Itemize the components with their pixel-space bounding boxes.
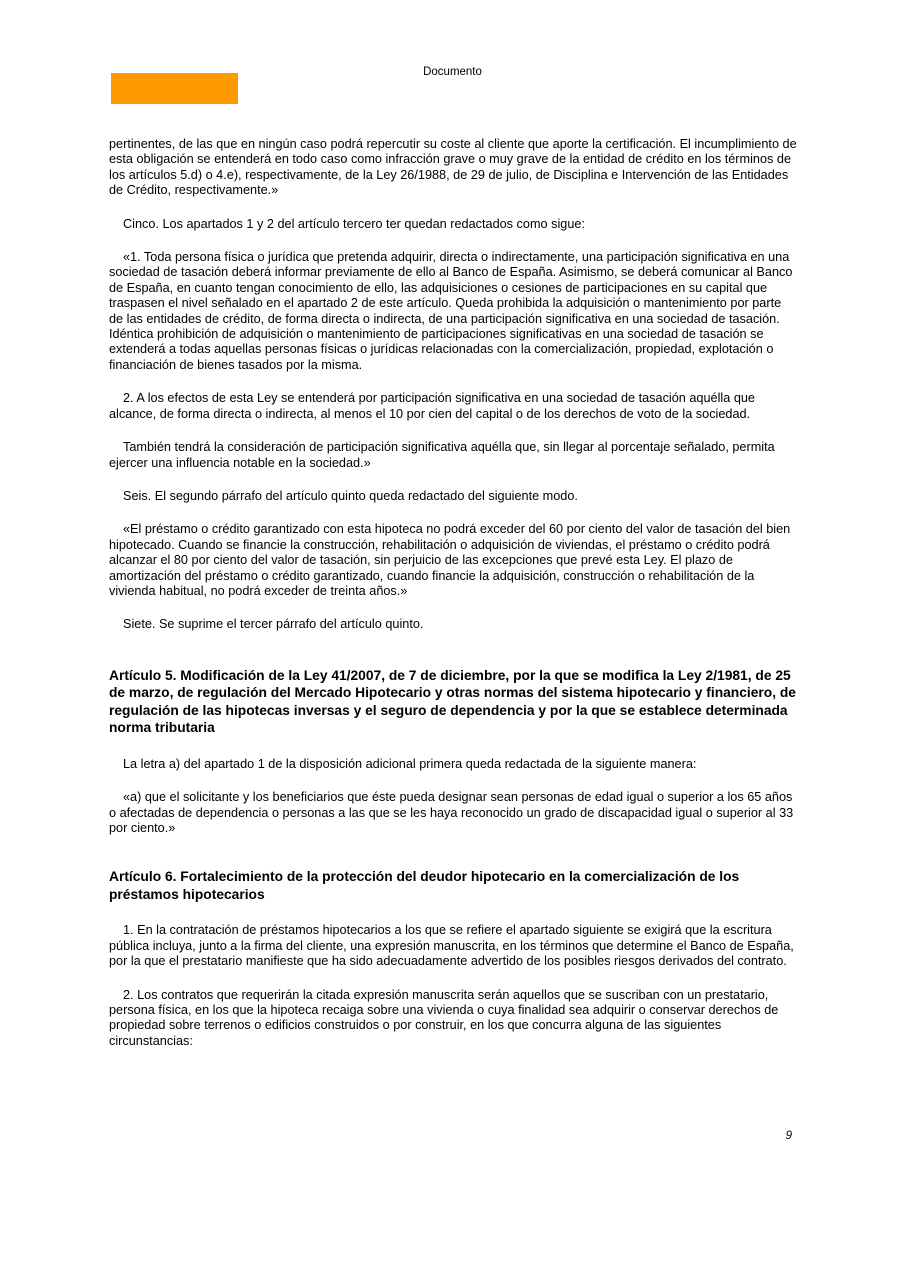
paragraph-quote-2: 2. A los efectos de esta Ley se entenderá por participación significativa en una sociedad de tasación aquélla que alcance, de forma directa o indirecta, al menos el 10 por cien del capital o de los derechos de voto de la sociedad. — [109, 391, 755, 421]
article-6-heading: Artículo 6. Fortalecimiento de la protección del deudor hipotecario en la comercialización de los préstamos hipotecarios — [109, 869, 740, 902]
paragraph-solicitante: «a) que el solicitante y los beneficiarios que éste pueda designar sean personas de edad igual o superior a los 65 años o afectadas de dependencia o personas a las que se les haya reconocido un grado de discapacidad igual o superior al 33 por ciento.» — [109, 790, 794, 835]
paragraph-seis: Seis. El segundo párrafo del artículo quinto queda redactado del siguiente modo. — [123, 488, 578, 503]
paragraph-prestamo: «El préstamo o crédito garantizado con esta hipoteca no podrá exceder del 60 por ciento del valor de tasación del bien hipotecado. Cuando se financie la construcción, rehabilitación o adquisición de viviendas, el préstamo o crédito podrá alcanzar el 80 por ciento del valor de tasación, sin perjuicio de las excepciones que prevé esta Ley. El plazo de amortización del préstamo o crédito garantizado, cuando financie la adquisición, construcción o rehabilitación de la vivienda habitual, no podrá exceder de treinta años.» — [109, 522, 791, 598]
header-title: Documento — [423, 66, 482, 78]
page-number: 9 — [785, 1130, 792, 1142]
paragraph-letra-a: La letra a) del apartado 1 de la disposición adicional primera queda redactada de la siguiente manera: — [123, 756, 697, 771]
paragraph-contratos: 2. Los contratos que requerirán la citada expresión manuscrita serán aquellos que se suscriban con un prestatario, persona física, en los que la hipoteca recaiga sobre una vivienda o cuya finalidad sea adquirir o conservar derechos de propiedad sobre terrenos o edificios construidos o por construir, en los que concurra alguna de las siguientes circunstancias: — [109, 987, 779, 1048]
paragraph-participacion: También tendrá la consideración de participación significativa aquélla que, sin llegar al porcentaje señalado, permita ejercer una influencia notable en la sociedad.» — [109, 440, 775, 470]
article-5-heading: Artículo 5. Modificación de la Ley 41/2007, de 7 de diciembre, por la que se modifica la Ley 2/1981, de 25 de marzo, de regulación del Mercado Hipotecario y otras normas del sistema hipotecario y financiero, de regulación de las hipotecas inversas y el seguro de dependencia y por la que se establece determinada norma tributaria — [109, 667, 796, 736]
paragraph-continuation: pertinentes, de las que en ningún caso podrá repercutir su coste al cliente que aporte la certificación. El incumplimiento de esta obligación se entenderá en todo caso como infracción grave o muy grave de la entidad de crédito en los términos de los artículos 5.d) o 4.e), respectivamente, de la Ley 26/1988, de 29 de julio, de Disciplina e Intervención de las Entidades de Crédito, respectivamente.» — [109, 137, 797, 198]
paragraph-quote-1: «1. Toda persona física o jurídica que pretenda adquirir, directa o indirectamente, una participación significativa en una sociedad de tasación deberá informar previamente de ello al Banco de España. Asimismo, se deberá comunicar al Banco de España, en cuanto tengan conocimiento de ello, las adquisiciones o cesiones de participaciones en su capital que traspasen el nivel señalado en el apartado 2 de este artículo. Queda prohibida la adquisición o mantenimiento por parte de las entidades de crédito, de forma directa o indirecta, de una participación significativa en una sociedad de tasación. Idéntica prohibición de adquisición o mantenimiento de participaciones significativas en una sociedad de tasación se extenderá a todas aquellas personas físicas o jurídicas relacionadas con la comercialización, propiedad, explotación o financiación de bienes tasados por la misma. — [109, 250, 793, 372]
document-body — [109, 137, 797, 1067]
paragraph-siete: Siete. Se suprime el tercer párrafo del artículo quinto. — [123, 617, 424, 632]
paragraph-contratacion: 1. En la contratación de préstamos hipotecarios a los que se refiere el apartado siguiente se exigirá que la escritura pública incluya, junto a la firma del cliente, una expresión manuscrita, en los términos que determine el Banco de España, por la que el prestatario manifieste que ha sido adecuadamente advertido de los posibles riesgos derivados del contrato. — [109, 923, 794, 969]
paragraph-cinco: Cinco. Los apartados 1 y 2 del artículo tercero ter quedan redactados como sigue: — [123, 216, 585, 231]
